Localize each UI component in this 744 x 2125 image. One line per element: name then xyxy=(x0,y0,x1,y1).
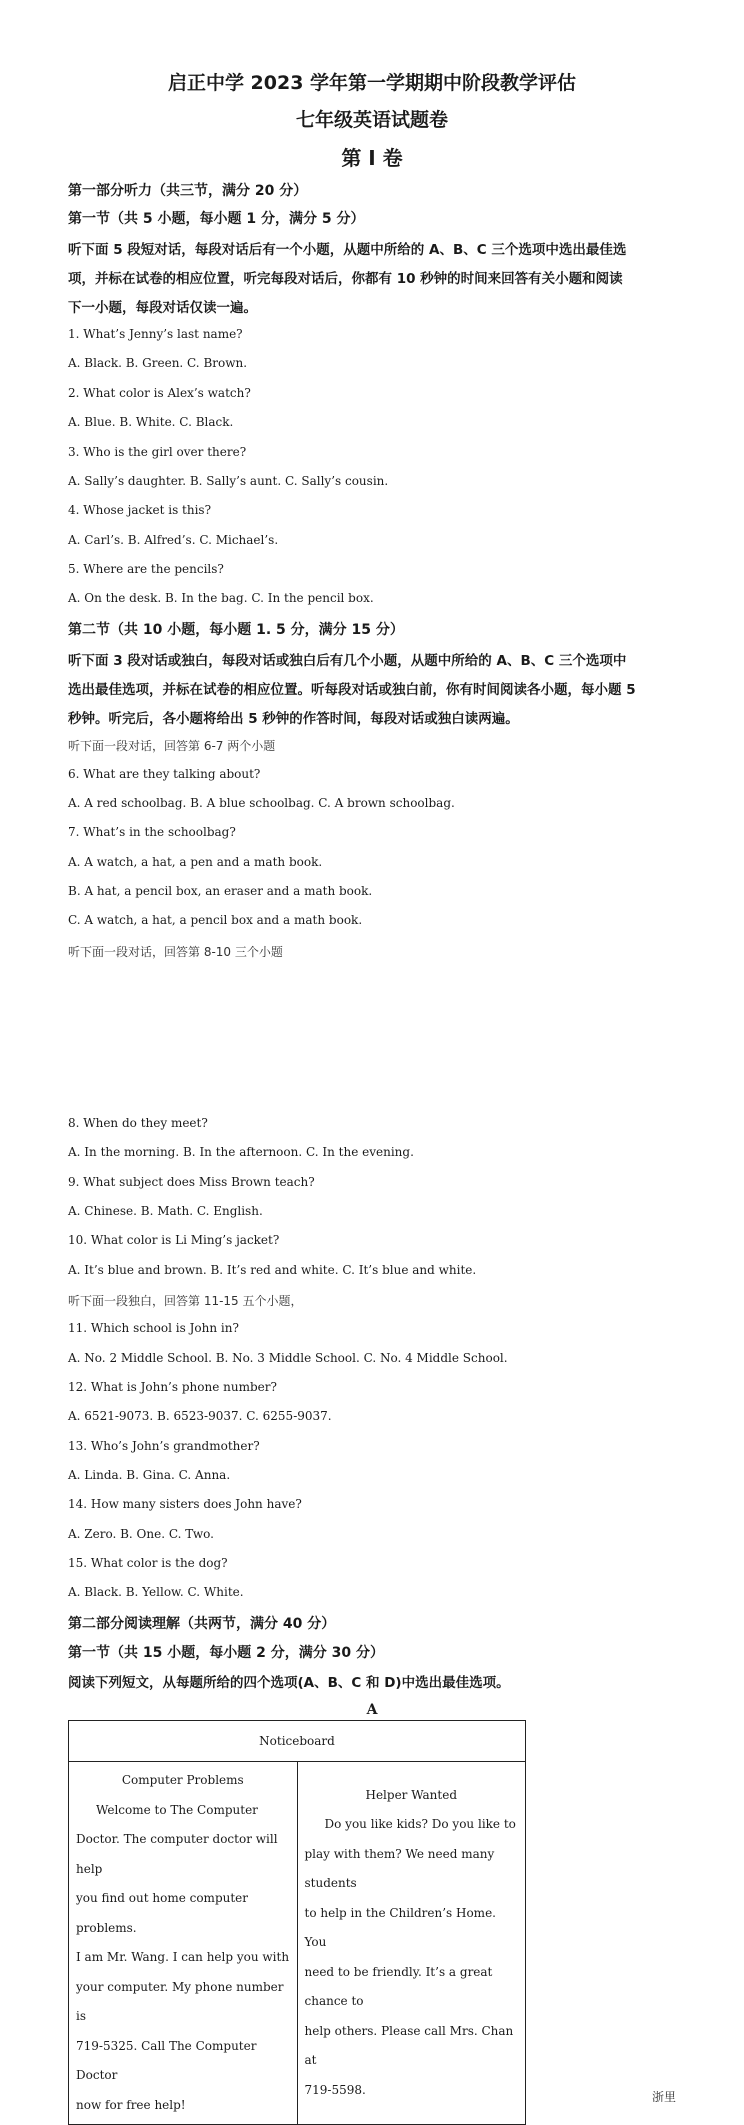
options-line: A. A watch, a hat, a pen and a math book. xyxy=(68,855,323,869)
section1-instruction-line: 听下面 5 段短对话，每段对话后有一个小题，从题中所给的 A、B、C 三个选项中选出最佳选 xyxy=(68,242,627,258)
options-line: A. Black. B. Yellow. C. White. xyxy=(68,1585,244,1599)
part2-section1-heading: 第一节（共 15 小题，每小题 2 分，满分 30 分） xyxy=(68,1645,384,1661)
question-line: 2. What color is Alex’s watch? xyxy=(68,386,251,400)
notice-computer-problems xyxy=(69,1762,298,2125)
question-line: 9. What subject does Miss Brown teach? xyxy=(68,1175,315,1189)
notice-line: now for free help! xyxy=(76,2097,186,2112)
options-line: A. Zero. B. One. C. Two. xyxy=(68,1527,214,1541)
notice-line: help others. Please call Mrs. Chan at xyxy=(304,2023,514,2068)
question-line: 3. Who is the girl over there? xyxy=(68,445,247,459)
listening-note: 听下面一段对话，回答第 8-10 三个小题 xyxy=(68,945,283,959)
notice-line: 719-5325. Call The Computer Doctor xyxy=(76,2038,257,2082)
question-line: 15. What color is the dog? xyxy=(68,1556,228,1570)
question-line: 12. What is John’s phone number? xyxy=(68,1380,277,1394)
notice-line: play with them? We need many students xyxy=(304,1846,495,1891)
options-line: A. Blue. B. White. C. Black. xyxy=(68,415,234,429)
passage-label: A xyxy=(366,1702,378,1718)
notice-line: your computer. My phone number is xyxy=(76,1979,284,2023)
noticeboard-title: Noticeboard xyxy=(69,1721,526,1762)
volume-label: 第 I 卷 xyxy=(341,146,403,170)
notice-line: to help in the Children’s Home. You xyxy=(304,1905,496,1950)
section1-instruction-line: 项，并标在试卷的相应位置，听完每段对话后，你都有 10 秒钟的时间来回答有关小题和阅读 xyxy=(68,271,623,287)
question-line: 5. Where are the pencils? xyxy=(68,562,224,576)
options-line: C. A watch, a hat, a pencil box and a math book. xyxy=(68,913,363,927)
listening-note: 听下面一段对话，回答第 6-7 两个小题 xyxy=(68,739,276,753)
options-line: A. Chinese. B. Math. C. English. xyxy=(68,1204,263,1218)
question-line: 1. What’s Jenny’s last name? xyxy=(68,327,243,341)
question-line: 10. What color is Li Ming’s jacket? xyxy=(68,1233,280,1247)
question-line: 7. What’s in the schoolbag? xyxy=(68,825,236,839)
part1-heading: 第一部分听力（共三节，满分 20 分） xyxy=(68,183,308,199)
notice-line: need to be friendly. It’s a great chance to xyxy=(304,1964,493,2009)
notice-line: 719-5598. xyxy=(304,2082,366,2097)
part1-section1-heading: 第一节（共 5 小题，每小题 1 分，满分 5 分） xyxy=(68,211,365,227)
notice-line: I am Mr. Wang. I can help you with xyxy=(76,1950,290,1964)
options-line: A. Carl’s. B. Alfred’s. C. Michael’s. xyxy=(68,533,279,547)
part2-heading: 第二部分阅读理解（共两节，满分 40 分） xyxy=(68,1616,336,1632)
question-line: 13. Who’s John’s grandmother? xyxy=(68,1439,260,1453)
notice-helper-wanted xyxy=(297,1762,526,2125)
question-line: 6. What are they talking about? xyxy=(68,767,261,781)
options-line: A. A red schoolbag. B. A blue schoolbag. C. A brown schoolbag. xyxy=(68,796,455,810)
options-line: A. No. 2 Middle School. B. No. 3 Middle School. C. No. 4 Middle School. xyxy=(68,1351,508,1365)
section2-instruction-line: 秒钟。听完后，各小题将给出 5 秒钟的作答时间，每段对话或独白读两遍。 xyxy=(68,711,519,727)
noticeboard-table xyxy=(68,1720,526,2125)
question-line: 8. When do they meet? xyxy=(68,1116,208,1130)
options-line: A. On the desk. B. In the bag. C. In the pencil box. xyxy=(68,591,374,605)
notice-line: Do you like kids? Do you like to xyxy=(324,1817,516,1832)
question-line: 11. Which school is John in? xyxy=(68,1321,239,1335)
section2-instruction-line: 选出最佳选项，并标在试卷的相应位置。听每段对话或独白前，你有时间阅读各小题，每小题 5 xyxy=(68,682,636,698)
exam-subtitle: 七年级英语试题卷 xyxy=(295,109,448,131)
notice-heading: Helper Wanted xyxy=(365,1787,458,1802)
options-line: A. In the morning. B. In the afternoon. C. In the evening. xyxy=(68,1145,414,1159)
options-line: A. 6521-9073. B. 6523-9037. C. 6255-9037. xyxy=(68,1409,332,1423)
question-line: 14. How many sisters does John have? xyxy=(68,1497,302,1511)
footer-mark: 浙里 xyxy=(651,2090,676,2104)
notice-line: Doctor. The computer doctor will help xyxy=(76,1832,278,1876)
question-line: 4. Whose jacket is this? xyxy=(68,503,212,517)
part1-section2-heading: 第二节（共 10 小题，每小题 1. 5 分，满分 15 分） xyxy=(68,622,404,638)
listening-note: 听下面一段独白，回答第 11-15 五个小题， xyxy=(68,1294,303,1308)
options-line: A. Linda. B. Gina. C. Anna. xyxy=(68,1468,231,1482)
reading-instruction: 阅读下列短文，从每题所给的四个选项(A、B、C 和 D)中选出最佳选项。 xyxy=(68,1675,510,1691)
exam-title: 启正中学 2023 学年第一学期期中阶段教学评估 xyxy=(167,72,577,94)
options-line: A. Sally’s daughter. B. Sally’s aunt. C. Sally’s cousin. xyxy=(68,474,389,488)
section1-instruction-line: 下一小题，每段对话仅读一遍。 xyxy=(68,300,257,316)
section2-instruction-line: 听下面 3 段对话或独白，每段对话或独白后有几个小题，从题中所给的 A、B、C 三个选项中 xyxy=(68,653,627,669)
options-line: B. A hat, a pencil box, an eraser and a math book. xyxy=(68,884,373,898)
notice-line: Welcome to The Computer xyxy=(96,1802,258,1817)
notice-line: you find out home computer problems. xyxy=(76,1891,249,1935)
options-line: A. It’s blue and brown. B. It’s red and white. C. It’s blue and white. xyxy=(68,1263,477,1277)
options-line: A. Black. B. Green. C. Brown. xyxy=(68,356,248,370)
notice-heading: Computer Problems xyxy=(121,1773,244,1787)
